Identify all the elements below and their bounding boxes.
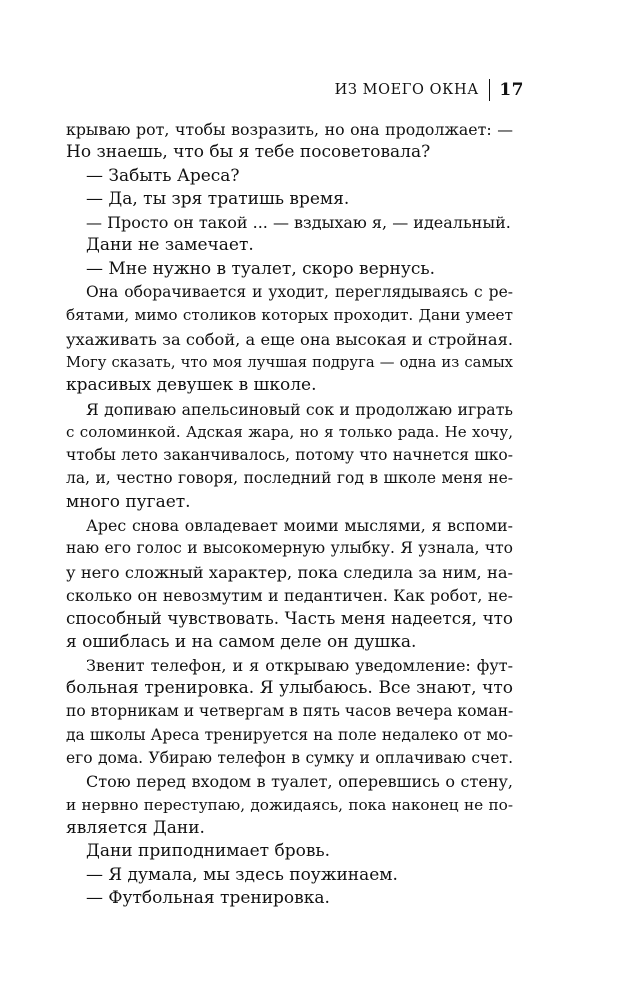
page-number: 17 <box>499 80 524 100</box>
text-line: Дани приподнимает бровь. <box>86 841 331 862</box>
text-line: ла, и, честно говоря, последний год в школе меня не- <box>66 469 513 488</box>
text-line: с соломинкой. Адская жара, но я только рада. Не хочу, <box>66 422 513 441</box>
text-line: бятами, мимо столиков которых проходит. Дани умеет <box>66 306 513 325</box>
text-line: сколько он невозмутим и педантичен. Как робот, не- <box>66 585 513 605</box>
text-line: — Да, ты зря тратишь время. <box>86 188 350 209</box>
text-line: способный чувствовать. Часть меня надеется, что <box>66 608 513 629</box>
text-line: ухаживать за собой, а еще она высокая и стройная. <box>66 329 513 349</box>
text-line: красивых девушек в школе. <box>66 375 317 396</box>
text-line: да школы Ареса тренируется на поле недалеко от мо- <box>66 725 513 744</box>
text-line: его дома. Убираю телефон в сумку и оплачиваю счет. <box>66 749 513 768</box>
text-line: и нервно переступаю, дожидаясь, пока наконец не по- <box>66 795 513 814</box>
text-line: больная тренировка. Я улыбаюсь. Все знают, что <box>66 678 513 699</box>
text-line: наю его голос и высокомерную улыбку. Я узнала, что <box>66 539 513 558</box>
running-head <box>335 79 524 101</box>
text-line: Она оборачивается и уходит, переглядываясь с ре- <box>86 283 513 302</box>
text-line: много пугает. <box>66 491 191 512</box>
text-line: Звенит телефон, и я открываю уведомление: фут- <box>86 655 513 675</box>
text-line: — Забыть Ареса? <box>86 165 240 186</box>
text-line: — Мне нужно в туалет, скоро вернусь. <box>86 258 436 279</box>
text-line: у него сложный характер, пока следила за ним, на- <box>66 562 513 582</box>
text-line: является Дани. <box>66 817 205 838</box>
text-line: — Я думала, мы здесь поужинаем. <box>86 864 398 885</box>
text-line: Стою перед входом в туалет, оперевшись о стену, <box>86 772 513 792</box>
text-line: — Просто он такой ... — вздыхаю я, — идеальный. <box>86 213 511 233</box>
text-line: Арес снова овладевает моими мыслями, я вспоми- <box>86 516 513 536</box>
text-line: я ошиблась и на самом деле он душка. <box>66 631 417 652</box>
body-text <box>66 118 513 910</box>
text-line: Могу сказать, что моя лучшая подруга — одна из самых <box>66 353 513 371</box>
text-line: — Футбольная тренировка. <box>86 887 330 908</box>
text-line: по вторникам и четвергам в пять часов вечера коман- <box>66 702 513 721</box>
text-line: крываю рот, чтобы возразить, но она продолжает: — <box>66 120 513 139</box>
text-line: Я допиваю апельсиновый сок и продолжаю играть <box>86 399 513 419</box>
text-line: чтобы лето заканчивалось, потому что начнется шко- <box>66 446 513 465</box>
text-line: Но знаешь, что бы я тебе посоветовала? <box>66 142 431 163</box>
running-head-separator <box>489 79 491 101</box>
running-head-title: ИЗ МОЕГО ОКНА <box>334 82 479 98</box>
text-line: Дани не замечает. <box>86 235 254 256</box>
